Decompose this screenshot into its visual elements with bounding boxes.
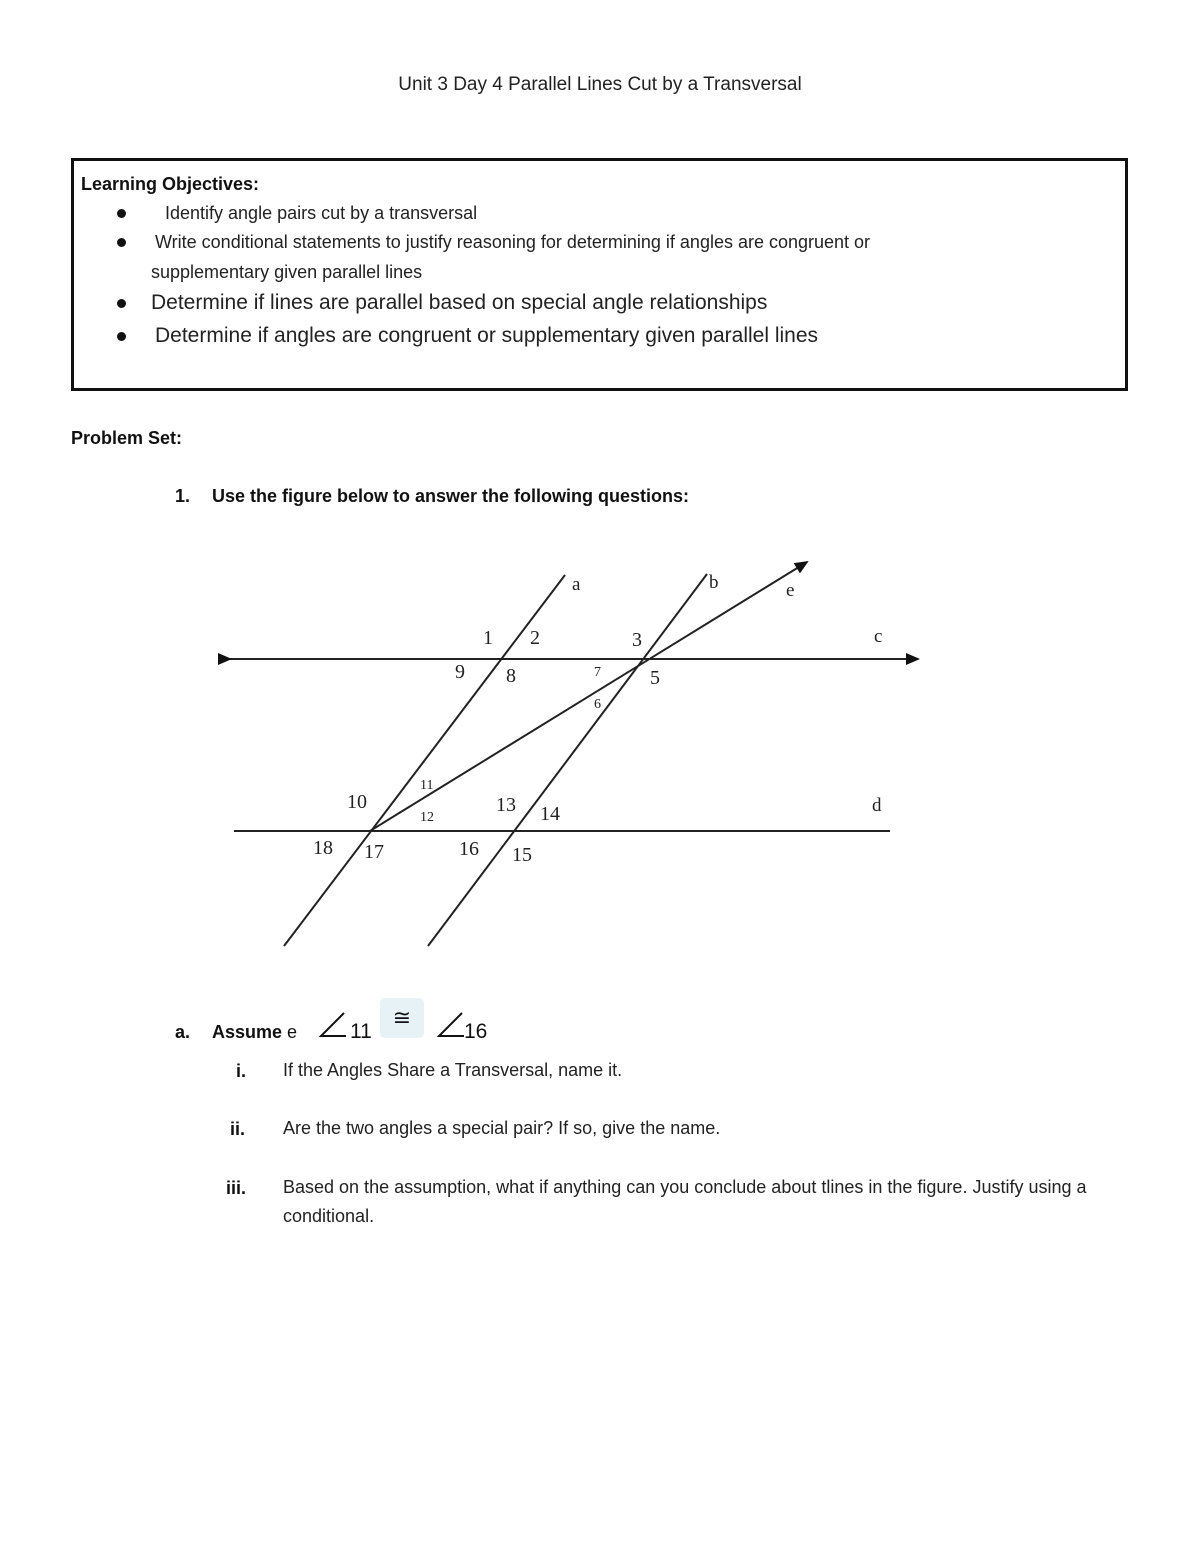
assume-statement <box>212 1022 297 1043</box>
line-b <box>428 574 707 946</box>
label-b: b <box>709 572 719 593</box>
sub-question-text: Are the two angles a special pair? If so, give the name. <box>283 1118 721 1138</box>
angle-label: 9 <box>455 661 465 683</box>
sub-question-number: i. <box>236 1061 247 1081</box>
label-e: e <box>786 580 795 601</box>
question-number: 1. <box>175 486 191 506</box>
bullet-icon <box>117 299 126 308</box>
angle-label: 5 <box>650 667 660 689</box>
objective-item: Identify angle pairs cut by a transversal <box>165 203 478 223</box>
angle-icon <box>436 1010 466 1040</box>
angle-label: 3 <box>632 629 642 651</box>
objective-item: Write conditional statements to justify reasoning for determining if angles are congruent or <box>155 232 871 252</box>
document-title: Unit 3 Day 4 Parallel Lines Cut by a Transversal <box>398 74 802 95</box>
angle-label: 11 <box>420 778 434 793</box>
sub-question-number: ii. <box>230 1119 246 1139</box>
line-a <box>284 575 565 946</box>
angle-label: 12 <box>420 810 434 825</box>
label-a: a <box>572 574 581 595</box>
angle-label: 13 <box>496 794 516 816</box>
angle-label: 8 <box>506 665 516 687</box>
angle-label: 7 <box>594 665 601 680</box>
bullet-icon <box>117 238 126 247</box>
angle-label: 1 <box>483 627 493 649</box>
assume-rest: e <box>282 1022 298 1042</box>
transversal-figure <box>200 540 940 960</box>
angle-label: 17 <box>364 841 384 863</box>
sub-question-number: iii. <box>226 1178 247 1198</box>
question-text: Use the figure below to answer the following questions: <box>212 486 690 506</box>
angle-label: 10 <box>347 791 367 813</box>
part-letter: a. <box>175 1022 191 1042</box>
sub-question-text: Based on the assumption, what if anything can you conclude about tlines in the figure. Justify using a conditional. <box>283 1177 1087 1226</box>
objective-item: Determine if angles are congruent or supplementary given parallel lines <box>155 324 819 347</box>
angle-number: 11 <box>350 1020 372 1043</box>
angle-label: 6 <box>594 697 601 712</box>
label-d: d <box>872 795 882 816</box>
angle-label: 14 <box>540 803 560 825</box>
angle-label: 16 <box>459 838 479 860</box>
objective-item-continued: supplementary given parallel lines <box>151 262 423 282</box>
objectives-heading: Learning Objectives: <box>81 174 260 194</box>
assume-word: Assume <box>212 1022 283 1042</box>
problem-set-heading: Problem Set: <box>71 428 183 448</box>
bullet-icon <box>117 332 126 341</box>
label-c: c <box>874 626 883 647</box>
bullet-icon <box>117 209 126 218</box>
sub-question-text: If the Angles Share a Transversal, name it. <box>283 1060 623 1080</box>
line-e <box>370 562 807 831</box>
angle-number: 16 <box>464 1020 488 1043</box>
angle-icon <box>318 1010 348 1040</box>
congruent-symbol: ≅ <box>380 998 424 1038</box>
angle-label: 15 <box>512 844 532 866</box>
angle-label: 2 <box>530 627 540 649</box>
angle-label: 18 <box>313 837 333 859</box>
objective-item: Determine if lines are parallel based on special angle relationships <box>151 291 768 314</box>
